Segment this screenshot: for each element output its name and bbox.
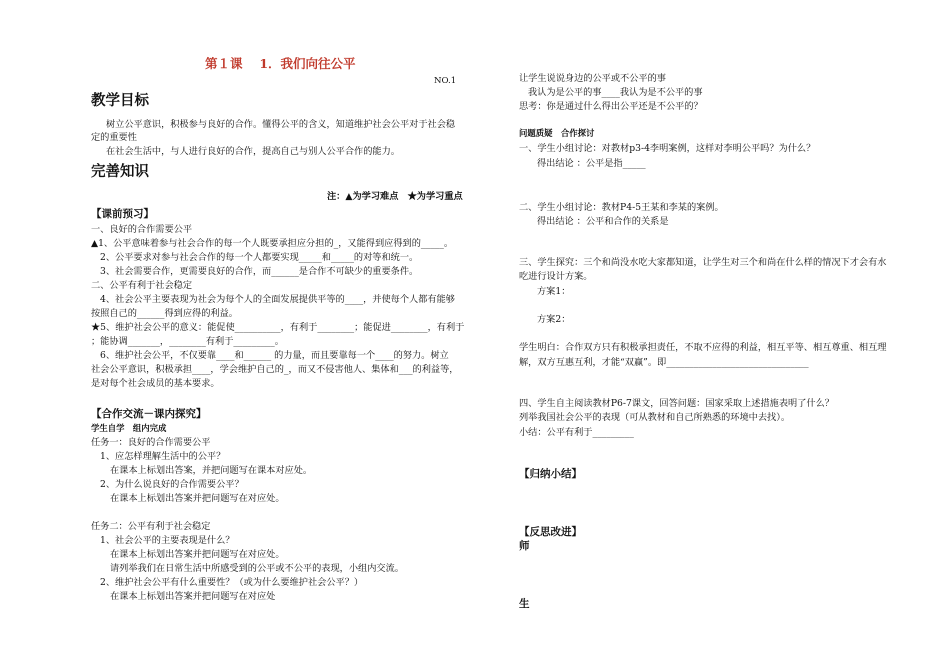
task-line: 请列举我们在日常生活中所感受到的公平或不公平的表现，小组内交流。 [110, 563, 404, 574]
task-line: 在课本上标划出答案并把问题写在对应处。 [110, 493, 285, 504]
task-line: 任务一：良好的合作需要公平 [91, 437, 211, 448]
question-line: 列举我国社会公平的表现（可从教材和自己所熟悉的环境中去找）。 [519, 412, 791, 423]
lesson-number: NO.1 [434, 76, 457, 86]
question-line: 一、学生小组讨论：对教材p3-4李明案例，这样对李明公平吗？为什么？ [519, 143, 816, 154]
objective-line: 定的重要性 [91, 132, 137, 143]
coop-heading: 【合作交流－课内探究】 [91, 408, 207, 420]
question-line: 小结：公平有利于_________ [519, 427, 634, 438]
preview-line: 2、公平要求对参与社会合作的每一个人都要实现_____和_____的对等和统一。 [100, 252, 419, 263]
intro-line: 思考：你是通过什么得出公平还是不公平的？ [519, 101, 703, 112]
question-line: 方案1： [537, 286, 571, 297]
question-line: 四、学生自主阅读教材P6-7课文，回答问题：国家采取上述措施表明了什么？ [519, 398, 834, 409]
preview-line: ★5、维护社会公平的意义：能促使__________，有利于________；能促进________，有利于 [91, 322, 465, 333]
preview-line: 是对每个社会成员的基本要求。 [91, 378, 220, 389]
question-line: 方案2： [537, 314, 571, 325]
task-line: 任务二：公平有利于社会稳定 [91, 521, 211, 532]
preview-line: 6、维护社会公平，不仅要靠____和______ 的力量，而且要靠每一个____的努力。树立 [100, 350, 449, 361]
preview-line: 社会公平意识，积极承担____，学会维护自己的_，而又不侵害他人、集体和___的利益等， [91, 364, 459, 375]
question-line: 得出结论 ：公平和合作的关系是 [537, 216, 669, 227]
preview-line: 一、良好的合作需要公平 [91, 224, 193, 235]
intro-line: 让学生说说身边的公平或不公平的事 [519, 73, 666, 84]
teacher-label: 师 [519, 540, 530, 552]
question-line: 学生明白：合作双方只有积极承担责任，不取不应得的利益，相互平等、相互尊重、相互理 [519, 342, 887, 353]
preview-heading: 【课前预习】 [91, 208, 154, 220]
summary-heading: 【归纳小结】 [519, 468, 582, 480]
task-line: 在课本上标划出答案，并把问题写在课本对应处。 [110, 465, 313, 476]
preview-line: ；能协调_______，________有利于_________。 [91, 336, 284, 347]
task-line: 2、为什么说良好的合作需要公平？ [100, 479, 244, 490]
preview-line: 按照自己的______得到应得的利益。 [91, 308, 238, 319]
task-line: 在课本上标划出答案并把问题写在对应处。 [110, 549, 285, 560]
task-line: 在课本上标划出答案并把问题写在对应处 [110, 591, 276, 602]
objective-line: 树立公平意识，积极参与良好的合作。懂得公平的含义，知道维护社会公平对于社会稳 [106, 119, 456, 130]
task-line: 1、社会公平的主要表现是什么？ [100, 535, 235, 546]
task-line: 2、维护社会公平有什么重要性？（或为什么要维护社会公平？） [100, 577, 364, 588]
question-line: 得出结论 ：公平是指_____ [537, 158, 646, 169]
preview-line: 3、社会需要合作，更需要良好的合作，而______是合作不可缺少的重要条件。 [100, 266, 419, 277]
preview-line: ▲1、公平意味着参与社会合作的每一个人既要承担应分担的_，又能得到应得到的_____。 [91, 238, 454, 249]
objective-line: 在社会生活中，与人进行良好的合作，提高自己与别人公平合作的能力。 [106, 146, 400, 157]
legend-note: 注：▲为学习难点 ★为学习重点 [327, 191, 463, 202]
intro-line: 我认为是公平的事____我认为是不公平的事 [528, 87, 703, 98]
preview-line: 二、公平有利于社会稳定 [91, 280, 193, 291]
self-study-label: 学生自学 组内完成 [91, 423, 167, 433]
objectives-heading: 教学目标 [91, 92, 149, 109]
question-line: 三、学生探究：三个和尚没水吃大家都知道，让学生对三个和尚在什么样的情况下才会有水 [519, 257, 887, 268]
lesson-title: 第１课 1．我们向往公平 [205, 56, 356, 71]
knowledge-heading: 完善知识 [91, 163, 149, 180]
question-heading: 问题质疑 合作探讨 [519, 128, 595, 138]
question-line: 二、学生小组讨论：教材P4-5王某和李某的案例。 [519, 202, 724, 213]
question-line: 解，双方互惠互利，才能“双赢”。即_______________________________ [519, 357, 809, 368]
question-line: 吃进行设计方案。 [519, 271, 593, 282]
student-label: 生 [519, 598, 530, 610]
preview-line: 4、社会公平主要表现为社会为每个人的全面发展提供平等的____，并使每个人都有能够 [100, 294, 455, 305]
task-line: 1、应怎样理解生活中的公平？ [100, 451, 226, 462]
reflection-heading: 【反思改进】 [519, 526, 582, 538]
